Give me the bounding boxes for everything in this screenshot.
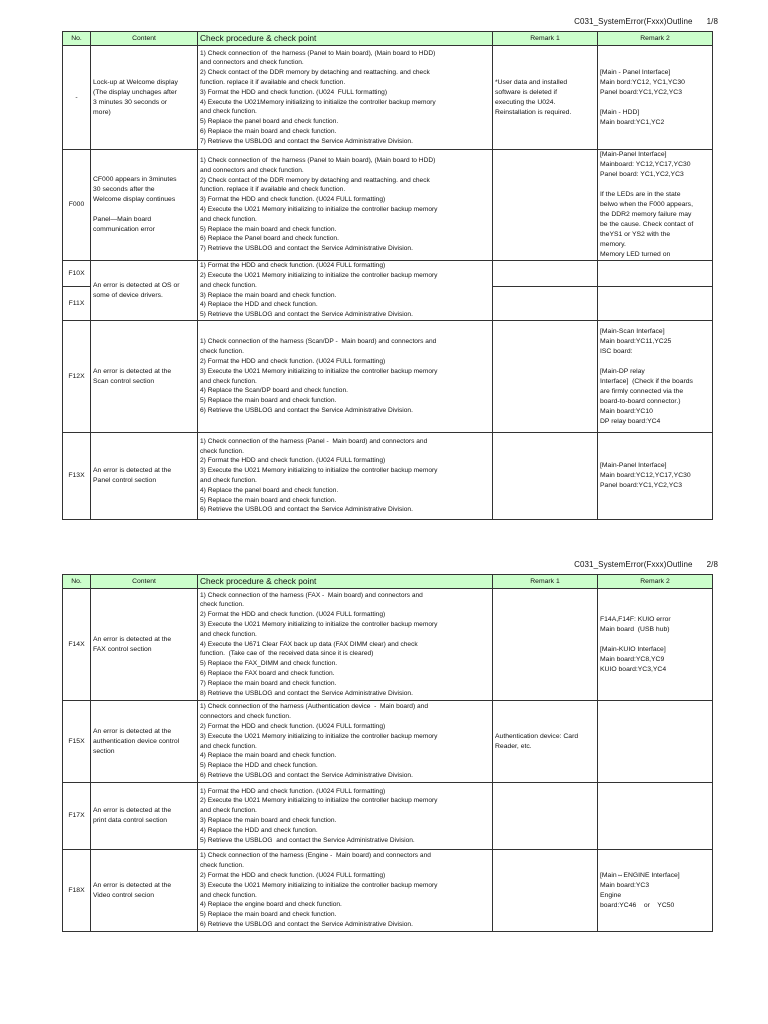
check-procedure <box>198 701 493 783</box>
text-line: 8) Retrieve the USBLOG and contact the Service Administrative Division. <box>200 689 413 697</box>
table-row <box>63 433 713 520</box>
text-line: authentication device control <box>93 737 180 745</box>
text-line: memory. <box>600 241 626 248</box>
table-row <box>63 783 713 850</box>
text-line: Main board:YC12,YC17,YC30 <box>600 472 691 479</box>
check-procedure <box>198 433 493 520</box>
text-line: 1) Check connection of the harness (Engine - Main board) and connectors and <box>200 852 431 860</box>
column-header-no: No. <box>63 32 91 46</box>
text-line: 3) Execute the U021 Memory initializing to initialize the controller backup memory <box>200 621 438 628</box>
page-header <box>574 560 718 569</box>
remark-1 <box>493 850 598 932</box>
text-line: and connectors and check function. <box>200 166 304 174</box>
text-line: check function. <box>200 601 244 609</box>
error-code: F14X <box>63 589 91 701</box>
text-line: Main board:YC3 <box>600 881 650 889</box>
text-line: function. (Take cae of the received data since it is cleared) <box>200 650 374 658</box>
text-line: more) <box>93 108 111 116</box>
text-line <box>600 635 710 645</box>
text-line: Main board:YC8,YC9 <box>600 655 665 663</box>
remark-1 <box>493 46 598 150</box>
text-line: [Main-Scan Interface] <box>600 327 665 335</box>
text-line: 5) Replace the FAX_DIMM and check function. <box>200 660 338 668</box>
text-line: 2) Format the HDD and check function. (U024 FULL formatting) <box>200 871 386 879</box>
text-line <box>600 357 710 367</box>
text-line: Main bord:YC12, YC1,YC30 <box>600 78 685 86</box>
check-procedure <box>198 261 493 321</box>
table-row <box>63 46 713 150</box>
text-line <box>600 98 710 108</box>
text-line: 4) Replace the engine board and check function. <box>200 901 342 909</box>
text-line: An error is detected at the <box>93 881 172 889</box>
text-line: Engine <box>600 891 622 899</box>
text-line: and connectors and check function. <box>200 59 304 67</box>
text-line: Panel control section <box>93 477 157 484</box>
error-table-page-2 <box>62 574 713 932</box>
text-line: CF000 appears in 3minutes <box>93 176 177 183</box>
text-line: [Main-Panel Interface] <box>600 151 667 158</box>
table-row <box>63 150 713 261</box>
error-code: F15X <box>63 701 91 783</box>
text-line: Interface] (Check if the boards <box>600 377 693 385</box>
text-line: 6) Replace the Panel board and check function. <box>200 235 339 243</box>
text-line: 5) Replace the main board and check function. <box>200 911 337 919</box>
error-content <box>91 433 198 520</box>
text-line: 2) Execute the U021 Memory initializing to initialize the controller backup memory <box>200 271 438 279</box>
remark-1 <box>493 589 598 701</box>
error-content <box>91 261 198 321</box>
text-line: be the cause. Check contact of <box>600 221 694 228</box>
check-procedure <box>198 589 493 701</box>
text-line: Video control secion <box>93 891 155 899</box>
text-line: belwo when the F000 appears, <box>600 201 693 208</box>
remark-2 <box>598 783 713 850</box>
column-header-no: No. <box>63 575 91 589</box>
text-line: 1) Check connection of the harness (Scan/DP - Main board) and connectors and <box>200 338 437 346</box>
check-procedure <box>198 850 493 932</box>
text-line: [Main-KUIO Interface] <box>600 645 666 653</box>
remark-1 <box>493 701 598 783</box>
text-line: Main board:YC1,YC2 <box>600 118 665 126</box>
page-number: 1/8 <box>706 17 718 26</box>
text-line: 2) Format the HDD and check function. (U024 FULL formatting) <box>200 611 386 619</box>
text-line: 5) Replace the main board and check function. <box>200 225 337 233</box>
text-line: 6) Retrieve the USBLOG and contact the Service Administrative Division. <box>200 771 413 779</box>
remark-2 <box>598 46 713 150</box>
text-line: board-to-board connector.) <box>600 397 681 405</box>
text-line: 1) Check connection of the harness (Panel - Main board) and connectors and <box>200 437 428 445</box>
text-line: Lock-up at Welcome display <box>93 78 178 86</box>
text-line: 2) Format the HDD and check function. (U024 FULL formatting) <box>200 722 386 730</box>
column-header-remark2: Remark 2 <box>598 32 713 46</box>
text-line: 3) Execute the U021 Memory initializing to initialize the controller backup memory <box>200 732 438 740</box>
text-line: board:YC46 or YC50 <box>600 901 675 909</box>
text-line: theYS1 or YS2 with the <box>600 231 671 238</box>
text-line: 5) Retrieve the USBLOG and contact the Service Administrative Division. <box>200 836 415 844</box>
text-line: 4) Replace the Scan/DP board and check function. <box>200 387 348 395</box>
remark-2 <box>598 287 713 321</box>
text-line: 1) Check connection of the harness (Panel to Main board), (Main board to HDD) <box>200 157 436 165</box>
text-line <box>93 205 195 215</box>
text-line: 6) Replace the main board and check function. <box>200 127 337 135</box>
text-line: 5) Replace the main board and check function. <box>200 496 337 504</box>
error-content <box>91 589 198 701</box>
text-line: An error is detected at the <box>93 635 172 643</box>
text-line: Main board (USB hub) <box>600 625 670 633</box>
text-line: F14A,F14F: KUIO error <box>600 615 671 623</box>
text-line: Main board:YC11,YC25 <box>600 337 672 345</box>
check-procedure <box>198 46 493 150</box>
error-code: - <box>63 46 91 150</box>
text-line: and check function. <box>200 108 257 116</box>
remark-2 <box>598 321 713 433</box>
text-line: and check function. <box>200 891 257 899</box>
remark-1 <box>493 287 598 321</box>
text-line: (The display unchages after <box>93 88 177 96</box>
text-line: 1) Format the HDD and check function. (U024 FULL formatting) <box>200 787 386 795</box>
text-line: 5) Retrieve the USBLOG and contact the Service Administrative Division. <box>200 311 413 319</box>
remark-1 <box>493 433 598 520</box>
text-line: function. replace it if available and check function. <box>200 78 346 86</box>
remark-2 <box>598 150 713 261</box>
table-row <box>63 701 713 783</box>
text-line: Memory LED turned on <box>600 251 671 258</box>
text-line: Reinstallation is required. <box>495 108 572 116</box>
text-line: check function. <box>200 447 244 455</box>
text-line: function. replace it if available and check function. <box>200 186 346 194</box>
text-line: 1) Check connection of the harness (Panel to Main board), (Main board to HDD) <box>200 49 436 57</box>
error-code: F17X <box>63 783 91 850</box>
text-line: [Main-DP relay <box>600 367 645 375</box>
text-line: software is deleted if <box>495 88 557 96</box>
text-line: Panel board:YC1,YC2,YC3 <box>600 88 682 96</box>
error-content <box>91 701 198 783</box>
text-line: 4) Replace the main board and check function. <box>200 752 337 760</box>
text-line: 5) Replace the panel board and check function. <box>200 118 339 126</box>
text-line: the DDR2 memory failure may <box>600 211 692 218</box>
error-content <box>91 150 198 261</box>
error-code: F12X <box>63 321 91 433</box>
remark-2 <box>598 850 713 932</box>
remark-1 <box>493 150 598 261</box>
remark-1 <box>493 321 598 433</box>
column-header-content: Content <box>91 575 198 589</box>
error-code: F18X <box>63 850 91 932</box>
text-line: communication error <box>93 226 155 233</box>
text-line: and check function. <box>200 477 257 484</box>
text-line: and check function. <box>200 281 257 289</box>
error-table-page-1 <box>62 31 713 520</box>
table-row <box>63 589 713 701</box>
table-row <box>63 850 713 932</box>
text-line: Mainboard: YC12,YC17,YC30 <box>600 161 691 168</box>
column-header-remark1: Remark 1 <box>493 575 598 589</box>
error-code: F11X <box>63 287 91 321</box>
text-line: 3) Execute the U021 Memory initializing to initialize the controller backup memory <box>200 367 438 375</box>
document-title: C031_SystemError(Fxxx)Outline <box>574 17 693 26</box>
text-line: 4) Replace the HDD and check function. <box>200 301 318 309</box>
text-line: check function. <box>200 862 244 870</box>
table-row <box>63 321 713 433</box>
column-header-procedure: Check procedure & check point <box>198 575 493 589</box>
text-line: Authentication device: Card <box>495 732 579 740</box>
text-line: Reader, etc. <box>495 742 532 750</box>
text-line: 2) Check contact of the DDR memory by detaching and reattaching. and check <box>200 176 430 184</box>
page-number: 2/8 <box>706 560 718 569</box>
text-line: and check function. <box>200 807 257 815</box>
column-header-remark2: Remark 2 <box>598 575 713 589</box>
text-line: print data control section <box>93 817 168 824</box>
text-line: 2) Execute the U021 Memory initializing to initialize the controller backup memory <box>200 797 438 805</box>
text-line: 6) Replace the FAX board and check function. <box>200 669 335 677</box>
text-line: 7) Retrieve the USBLOG and contact the Service Administrative Division. <box>200 137 413 145</box>
text-line: KUIO board:YC3,YC4 <box>600 665 667 673</box>
text-line: [Main - HDD] <box>600 108 640 116</box>
text-line: and check function. <box>200 742 257 750</box>
text-line: 3) Execute the U021 Memory initializing to initialize the controller backup memory <box>200 467 438 475</box>
error-content <box>91 46 198 150</box>
text-line: 5) Replace the main board and check function. <box>200 397 337 405</box>
check-procedure <box>198 783 493 850</box>
text-line: 6) Retrieve the USBLOG and contact the Service Administrative Division. <box>200 920 413 928</box>
error-content <box>91 850 198 932</box>
text-line: 7) Replace the main board and check function. <box>200 679 337 687</box>
text-line: An error is detected at OS or <box>93 281 180 289</box>
check-procedure <box>198 321 493 433</box>
text-line: [Main-Panel Interface] <box>600 462 667 469</box>
text-line: 30 seconds after the <box>93 186 155 193</box>
text-line: 2) Check contact of the DDR memory by detaching and reattaching. and check <box>200 69 430 77</box>
column-header-remark1: Remark 1 <box>493 32 598 46</box>
text-line: 1) Check connection of the harness (Authentication device - Main board) and <box>200 703 428 711</box>
text-line: connectors and check function. <box>200 713 291 721</box>
text-line: check function. <box>200 348 244 356</box>
text-line: If the LEDs are in the state <box>600 191 681 198</box>
text-line: and check function. <box>200 630 257 638</box>
text-line: and check function. <box>200 377 257 385</box>
text-line: are firmly connected via the <box>600 387 684 395</box>
text-line: An error is detected at the <box>93 807 172 814</box>
text-line: 5) Replace the HDD and check function. <box>200 762 318 770</box>
text-line: *User data and installed <box>495 78 568 86</box>
error-code: F13X <box>63 433 91 520</box>
text-line: An error is detected at the <box>93 367 172 375</box>
text-line: 4) Execute the U671 Clear FAX back up data (FAX DIMM clear) and check <box>200 640 418 648</box>
text-line: 6) Retrieve the USBLOG and contact the Service Administrative Division. <box>200 506 413 514</box>
text-line: section <box>93 747 115 755</box>
text-line: and check function. <box>200 215 257 223</box>
text-line: 3) Format the HDD and check function. (U024 FULL formatting) <box>200 196 386 204</box>
remark-1 <box>493 783 598 850</box>
remark-2 <box>598 433 713 520</box>
text-line: 6) Retrieve the USBLOG and contact the Service Administrative Division. <box>200 406 413 414</box>
table-row <box>63 261 713 287</box>
text-line: Panel—Main board <box>93 216 152 223</box>
text-line: executing the U024. <box>495 98 556 106</box>
column-header-content: Content <box>91 32 198 46</box>
text-line: 1) Check connection of the harness (FAX - Main board) and connectors and <box>200 591 423 599</box>
text-line: 2) Format the HDD and check function. (U024 FULL formatting) <box>200 357 386 365</box>
text-line: some of device drivers. <box>93 291 163 299</box>
text-line: 3) Execute the U021 Memory initializing to initialize the controller backup memory <box>200 881 438 889</box>
error-code: F10X <box>63 261 91 287</box>
text-line: 4) Replace the HDD and check function. <box>200 826 318 834</box>
table-header-row <box>63 575 713 589</box>
column-header-procedure: Check procedure & check point <box>198 32 493 46</box>
error-content <box>91 321 198 433</box>
error-code: F000 <box>63 150 91 261</box>
page-header <box>574 17 718 26</box>
error-content <box>91 783 198 850</box>
text-line: An error is detected at the <box>93 467 172 474</box>
text-line: An error is detected at the <box>93 727 172 735</box>
text-line <box>600 180 710 190</box>
text-line: 3) Format the HDD and check function. (U024 FULL formatting) <box>200 88 388 96</box>
text-line: Main board:YC10 <box>600 407 653 415</box>
text-line: FAX control section <box>93 645 152 653</box>
text-line: Panel board:YC1,YC2,YC3 <box>600 482 682 489</box>
text-line: 1) Format the HDD and check function. (U024 FULL formatting) <box>200 262 386 270</box>
text-line: 2) Format the HDD and check function. (U024 FULL formatting) <box>200 457 386 465</box>
text-line: DP relay board:YC4 <box>600 417 661 425</box>
text-line: 3) Replace the main board and check function. <box>200 817 337 824</box>
remark-2 <box>598 589 713 701</box>
text-line: ISC board: <box>600 347 633 355</box>
remark-2 <box>598 261 713 287</box>
document-title: C031_SystemError(Fxxx)Outline <box>574 560 693 569</box>
text-line: 4) Execute the U021Memory initializing to initialize the controller backup memory <box>200 98 436 106</box>
text-line: 3 minutes 30 seconds or <box>93 98 168 106</box>
text-line: Scan control section <box>93 377 155 385</box>
text-line: Panel board: YC1,YC2,YC3 <box>600 171 684 178</box>
text-line: [Main - Panel Interface] <box>600 68 671 76</box>
remark-1 <box>493 261 598 287</box>
text-line: 3) Replace the main board and check function. <box>200 291 337 299</box>
remark-2 <box>598 701 713 783</box>
text-line: [Main⇔ENGINE Interface] <box>600 871 680 879</box>
check-procedure <box>198 150 493 261</box>
text-line: 7) Retrieve the USBLOG and contact the Service Administrative Division. <box>200 245 413 253</box>
text-line: 4) Execute the U021 Memory initializing to initialize the controller backup memory <box>200 206 438 213</box>
text-line: 4) Replace the panel board and check function. <box>200 486 339 494</box>
text-line: Welcome display continues <box>93 196 176 203</box>
table-header-row <box>63 32 713 46</box>
